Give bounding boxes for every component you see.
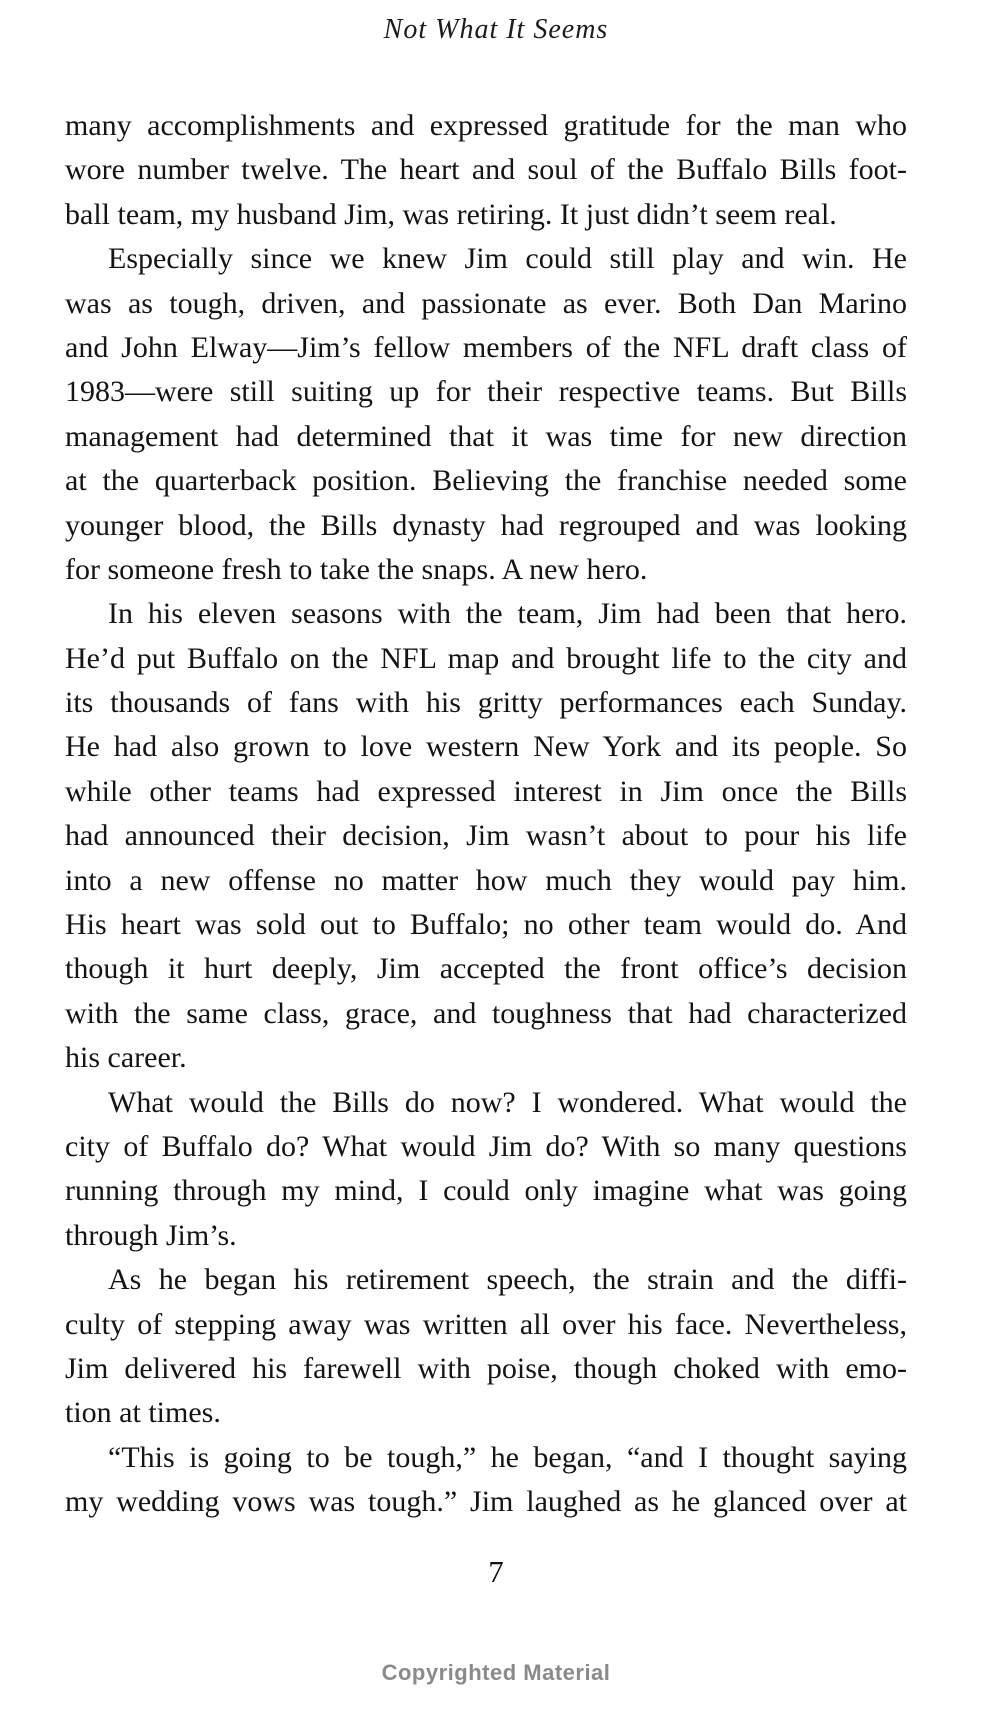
text-line: though it hurt deeply, Jim accepted the front office’s decision: [65, 952, 907, 986]
paragraph: [65, 237, 907, 592]
text-line: His heart was sold out to Buffalo; no other team would do. And: [65, 908, 907, 942]
text-line: and John Elway—Jim’s fellow members of the NFL draft class of: [65, 330, 907, 364]
text-line: What would the Bills do now? I wondered. What would the: [108, 1085, 907, 1119]
text-line: running through my mind, I could only imagine what was going: [65, 1174, 907, 1208]
text-line: at the quarterback position. Believing the franchise needed some: [65, 464, 907, 498]
text-line: city of Buffalo do? What would Jim do? With so many questions: [65, 1129, 907, 1163]
text-line: ball team, my husband Jim, was retiring. It just didn’t seem real.: [65, 197, 837, 231]
text-line: while other teams had expressed interest in Jim once the Bills: [65, 774, 907, 808]
text-line: Especially since we knew Jim could still play and win. He: [108, 242, 907, 276]
text-line: 1983—were still suiting up for their respective teams. But Bills: [65, 375, 907, 409]
text-line: management had determined that it was time for new direction: [65, 419, 907, 453]
paragraph: [65, 1081, 907, 1259]
text-line: In his eleven seasons with the team, Jim had been that hero.: [108, 597, 907, 631]
text-line: He had also grown to love western New York and its people. So: [65, 730, 907, 764]
page-number: 7: [488, 1554, 504, 1589]
paragraph: [65, 1436, 907, 1525]
text-line: He’d put Buffalo on the NFL map and brought life to the city and: [65, 641, 907, 675]
paragraph: [65, 104, 907, 237]
text-line: my wedding vows was tough.” Jim laughed as he glanced over at: [65, 1485, 907, 1519]
text-line: its thousands of fans with his gritty performances each Sunday.: [65, 686, 907, 720]
text-line: “This is going to be tough,” he began, “and I thought saying: [108, 1440, 907, 1474]
text-line: with the same class, grace, and toughness that had characterized: [65, 996, 907, 1030]
text-line: was as tough, driven, and passionate as ever. Both Dan Marino: [65, 286, 907, 320]
text-line: culty of stepping away was written all over his face. Nevertheless,: [65, 1307, 907, 1341]
running-header: Not What It Seems: [383, 14, 609, 45]
text-line: his career.: [65, 1041, 187, 1075]
paragraph: [65, 592, 907, 1080]
paragraph: [65, 1258, 907, 1436]
text-line: tion at times.: [65, 1396, 221, 1430]
text-line: many accomplishments and expressed gratitude for the man who: [65, 109, 907, 142]
text-line: younger blood, the Bills dynasty had regrouped and was looking: [65, 508, 907, 542]
text-line: into a new offense no matter how much they would pay him.: [65, 863, 907, 897]
text-line: wore number twelve. The heart and soul of the Buffalo Bills foot-: [65, 153, 907, 187]
text-line: had announced their decision, Jim wasn’t about to pour his life: [65, 819, 907, 853]
body-text: [65, 104, 907, 1525]
text-line: through Jim’s.: [65, 1218, 237, 1252]
copyright-notice: Copyrighted Material: [381, 1660, 611, 1685]
text-line: As he began his retirement speech, the strain and the diffi-: [108, 1263, 907, 1297]
text-line: Jim delivered his farewell with poise, though choked with emo-: [65, 1351, 907, 1385]
text-line: for someone fresh to take the snaps. A new hero.: [65, 552, 648, 586]
